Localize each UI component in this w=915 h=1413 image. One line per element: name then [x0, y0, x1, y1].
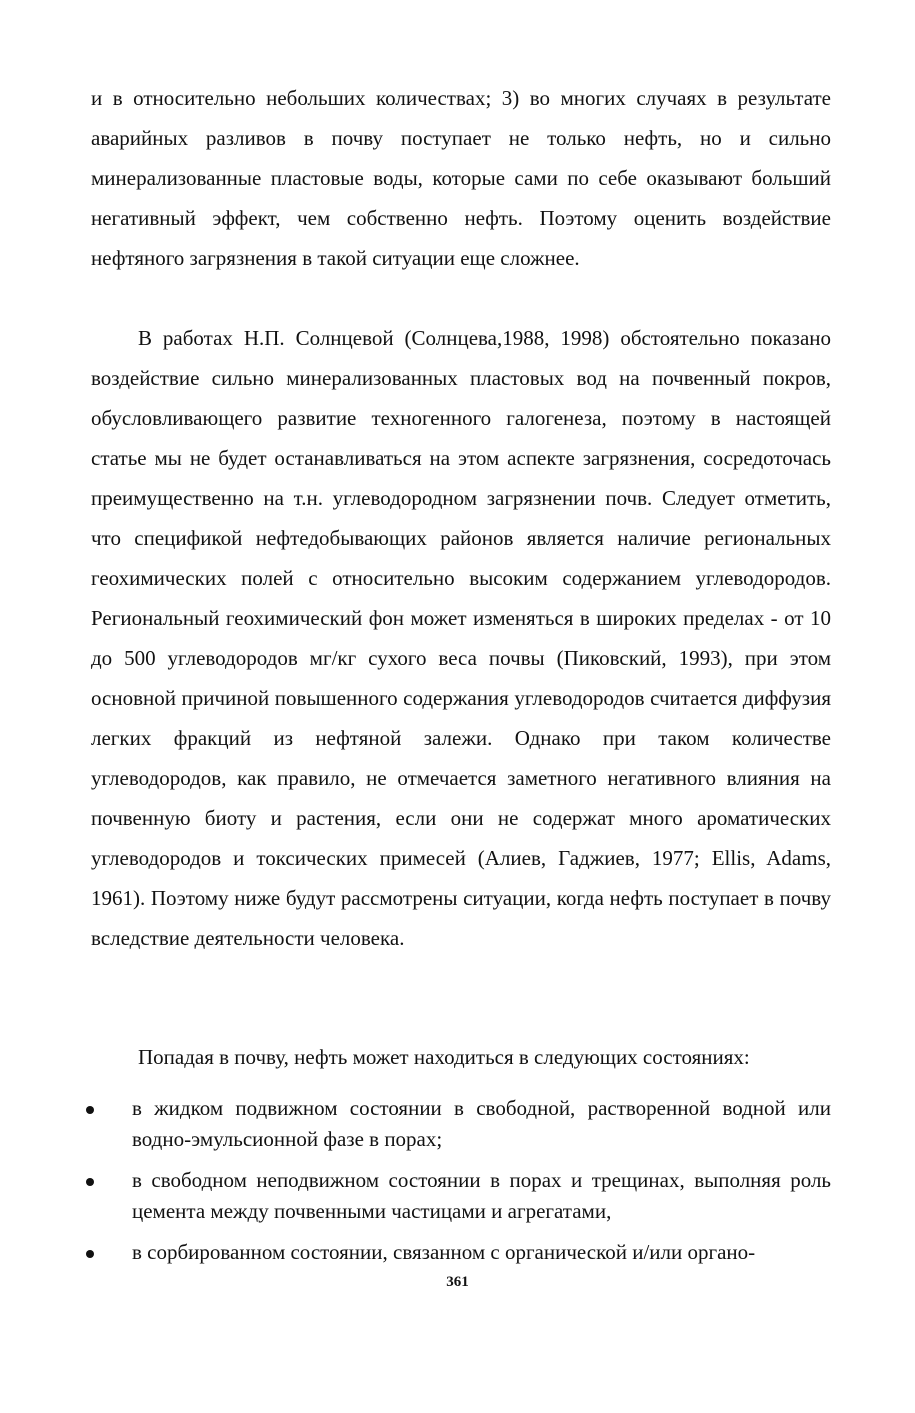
- page-number: 361: [446, 1274, 469, 1290]
- bullet-item: [86, 1237, 831, 1268]
- paragraph-1: и в относительно небольших количествах; 3) во многих случаях в результате аварийных разливов в почву поступает не только нефть, но и сильно минерализованные пластовые воды, которые сами по себе оказывают больший негативный эффект, чем собственно нефть. Поэтому оценить воздействие нефтяного загрязнения в такой ситуации еще сложнее.: [91, 86, 831, 270]
- bullet-item-text: в сорбированном состоянии, связанном с органической и/или органо-: [132, 1240, 756, 1264]
- bullet-dot-icon: [86, 1250, 94, 1258]
- bullet-item-text: в свободном неподвижном состоянии в порах и трещинах, выполняя роль цемента между почвенными частицами и агрегатами,: [132, 1168, 831, 1223]
- bullet-dot-icon: [86, 1106, 94, 1114]
- bullet-item-text: в жидком подвижном состоянии в свободной, растворенной водной или водно-эмульсионной фазе в порах;: [132, 1096, 831, 1151]
- paragraph-3: Попадая в почву, нефть может находиться в следующих состояниях:: [138, 1045, 750, 1069]
- bullet-list: [86, 1093, 831, 1278]
- paragraph-2: В работах Н.П. Солнцевой (Солнцева,1988, 1998) обстоятельно показано воздействие сильно минерализованных пластовых вод на почвенный покров, обусловливающего развитие техногенного галогенеза, поэтому в настоящей статье мы не будет останавливаться на этом аспекте загрязнения, сосредоточась преимущественно на т.н. углеводородном загрязнении почв. Следует отметить, что спецификой нефтедобывающих районов является наличие региональных геохимических полей с относительно высоким содержанием углеводородов. Региональный геохимический фон может изменяться в широких пределах - от 10 до 500 углеводородов мг/кг сухого веса почвы (Пиковский, 1993), при этом основной причиной повышенного содержания углеводородов считается диффузия легких фракций из нефтяной залежи. Однако при таком количестве углеводородов, как правило, не отмечается заметного негативного влияния на почвенную биоту и растения, если они не содержат много ароматических углеводородов и токсических примесей (Алиев, Гаджиев, 1977; Ellis, Adams, 1961). Поэтому ниже будут рассмотрены ситуации, когда нефть поступает в почву вследствие деятельности человека.: [91, 326, 831, 950]
- bullet-item: [86, 1093, 831, 1155]
- bullet-dot-icon: [86, 1178, 94, 1186]
- bullet-item: [86, 1165, 831, 1227]
